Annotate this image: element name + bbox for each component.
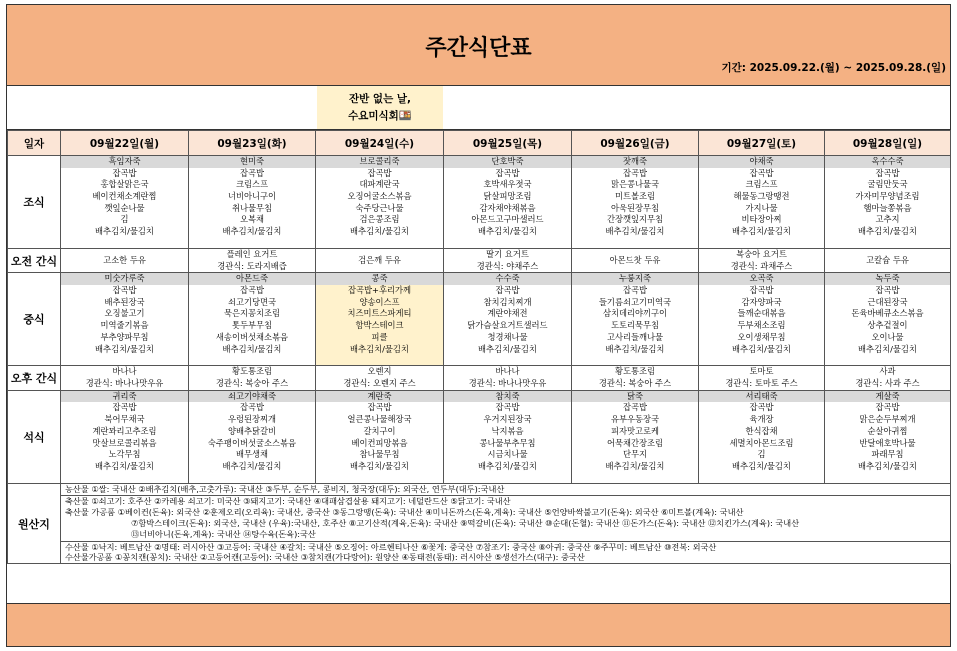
menu-item: 콩나물부추무침: [479, 437, 536, 448]
snack-cell: [316, 249, 444, 273]
menu-item: 잡곡밥: [112, 167, 137, 178]
menu-item: 돈육바베큐소스볶음: [851, 308, 924, 319]
menu-item: 파래무침: [871, 449, 904, 460]
meal-cell: [825, 156, 951, 249]
menu-item: 맑은콩나물국: [610, 179, 660, 190]
meal-label: 오후 간식: [8, 366, 61, 390]
period-text: 기간: 2025.09.22.(월) ~ 2025.09.28.(일): [721, 62, 946, 74]
menu-item: 너비아니구이: [227, 191, 277, 202]
menu-item: 배추김치/물김치: [95, 460, 154, 471]
menu-item: 쇠고기당면국: [227, 296, 277, 307]
menu-item: 굴림만둣국: [867, 179, 908, 190]
porridge-item: 아몬드죽: [189, 273, 315, 285]
menu-item: 경관식: 바나나맛우유: [468, 378, 547, 389]
porridge-item: 녹두죽: [825, 273, 950, 285]
meal-cell: [316, 273, 444, 366]
menu-item: 햄마늘쫑볶음: [863, 202, 912, 213]
porridge-item: 서리태죽: [699, 391, 824, 403]
notice-line-1: 잔반 없는 날,: [348, 93, 411, 105]
day-header: 09월27일(토): [699, 131, 825, 156]
menu-item: 배추김치/물김치: [350, 343, 409, 354]
menu-item: 잡곡밥: [622, 285, 648, 296]
porridge-item: 참치죽: [444, 391, 571, 403]
breakfast-row: [8, 156, 951, 249]
porridge-item: 단호박죽: [444, 156, 571, 168]
morning-snack-row: [8, 249, 951, 273]
menu-item: 고소한 두유: [103, 254, 146, 265]
origin-line-processed-3: ⑬너비아니(돈육,계육): 국내산 ⑭탕수육(돈육):국산: [131, 529, 316, 540]
menu-item: 고추지: [875, 214, 900, 225]
menu-item: 시금치나물: [487, 449, 528, 460]
menu-item: 잡곡밥: [495, 285, 520, 296]
menu-item: 취나물무침: [231, 202, 273, 213]
menu-item: 배추김치/물김치: [732, 460, 791, 471]
meal-cell: [61, 390, 189, 483]
porridge-item: 계란죽: [316, 391, 443, 403]
menu-item: 배추김치/물김치: [95, 226, 154, 237]
menu-item: 잡곡밥: [112, 402, 137, 413]
menu-item: 배추김치/물김치: [95, 343, 154, 354]
meal-label: 석식: [8, 390, 61, 483]
snack-cell: [61, 366, 189, 390]
menu-item: 배추김치/물김치: [478, 343, 537, 354]
menu-item: 우거지된장국: [483, 414, 532, 425]
meal-cell: [189, 156, 316, 249]
snack-cell: [444, 249, 572, 273]
menu-item: 계란꽈리고추조림: [92, 425, 157, 436]
menu-item: 들기름쇠고기미역국: [598, 296, 672, 307]
menu-item: 바나나: [495, 366, 520, 377]
meal-label: 중식: [8, 273, 61, 366]
menu-item: 잡곡밥: [239, 167, 265, 178]
menu-item: 경관식: 과채주스: [730, 260, 793, 271]
notice-row: [7, 86, 950, 130]
menu-item: 크림스프: [745, 179, 778, 190]
menu-item: 배추김치/물김치: [858, 226, 917, 237]
snack-cell: [825, 249, 951, 273]
porridge-item: 쇠고기야채죽: [189, 391, 315, 403]
menu-item: 경관식: 복숭아 주스: [215, 378, 289, 389]
menu-item: 홍합살맑은국: [100, 179, 149, 190]
menu-item: 잡곡밥: [875, 167, 900, 178]
menu-item: 반달애호박나물: [859, 437, 916, 448]
menu-item: 참나물무침: [359, 449, 400, 460]
menu-item: 잡곡밥: [239, 402, 265, 413]
origin-line-livestock: 축산물 ①쇠고기: 호주산 ②카레용 쇠고기: 미국산 ③돼지고기: 국내산 ④대패삼겹살용 돼지고기: 네덜란드산 ⑤닭고기: 국내산: [61, 495, 950, 506]
porridge-item: 수수죽: [444, 273, 571, 285]
porridge-item: 콩죽: [316, 273, 443, 285]
menu-item: 잡곡밥: [622, 402, 648, 413]
menu-item: 오이나물: [871, 331, 904, 342]
menu-item: 들깨순대볶음: [737, 308, 786, 319]
porridge-item: 현미죽: [189, 156, 315, 168]
menu-item: 톳두부무침: [231, 320, 273, 331]
page-title: 주간식단표: [425, 36, 532, 61]
menu-item: 잡곡밥: [495, 167, 520, 178]
meal-cell: [572, 156, 699, 249]
origin-info: [61, 483, 951, 564]
menu-item: 비타장아찌: [741, 214, 782, 225]
menu-item: 잡곡밥+후리가께: [347, 285, 412, 296]
menu-item: 가자미무양념조림: [855, 191, 920, 202]
menu-item: 두부채소조림: [737, 320, 786, 331]
menu-item: 잡곡밥: [367, 402, 392, 413]
menu-item: 근대된장국: [867, 296, 908, 307]
menu-item: 오징불고기: [104, 308, 145, 319]
snack-cell: [572, 249, 699, 273]
porridge-item: 오곡죽: [699, 273, 824, 285]
menu-item: 맛살브로콜리볶음: [92, 437, 157, 448]
menu-item: 가지나물: [745, 202, 778, 213]
menu-item: 배추김치/물김치: [605, 226, 665, 237]
menu-item: 닭살피망조림: [483, 191, 532, 202]
menu-item: 바나나: [112, 366, 137, 377]
meal-cell: [189, 390, 316, 483]
day-header: 09월22일(월): [61, 131, 189, 156]
meal-cell: [699, 156, 825, 249]
meal-label: 오전 간식: [8, 249, 61, 273]
menu-item: 검은콩조림: [359, 214, 400, 225]
menu-item: 잡곡밥: [622, 167, 648, 178]
origin-line-seafood-processed: 수산물가공품 ①꽁치캔(꽁치): 국내산 ②고등어캔(고등어): 국내산 ③참치캔(가다랑어): 원양산 ④동태전(동태): 러시아산 ⑤생선가스(대구): 중국산: [65, 552, 585, 563]
menu-item: 오복채: [239, 214, 265, 225]
menu-item: 세멸치아몬드조림: [729, 437, 794, 448]
meal-cell: [316, 156, 444, 249]
menu-item: 배무생채: [235, 449, 269, 460]
menu-item: 배추김치/물김치: [350, 460, 409, 471]
menu-item: 경관식: 토마토 주스: [725, 378, 798, 389]
menu-item: 깻잎순나물: [104, 202, 145, 213]
menu-item: 노각무침: [108, 449, 141, 460]
snack-cell: [572, 366, 699, 390]
menu-item: 경관식: 복숭아 주스: [598, 378, 672, 389]
meal-cell: [699, 273, 825, 366]
menu-item: 배추김치/물김치: [222, 226, 282, 237]
meal-cell: [316, 390, 444, 483]
menu-item: 배추김치/물김치: [350, 226, 409, 237]
menu-item: 치즈미트스파게티: [347, 308, 412, 319]
no-leftover-notice: [317, 86, 443, 129]
porridge-item: 게살죽: [825, 391, 950, 403]
meal-cell: [572, 273, 699, 366]
snack-cell: [444, 366, 572, 390]
meal-label: 조식: [8, 156, 61, 249]
meal-cell: [444, 156, 572, 249]
menu-item: 사과: [879, 366, 896, 377]
snack-cell: [189, 249, 316, 273]
menu-item: 경관식: 도라지배즙: [217, 260, 287, 271]
menu-item: 간장깻잎지무침: [606, 214, 664, 225]
menu-item: 오징어굴소스볶음: [347, 191, 412, 202]
menu-item: 배추김치/물김치: [478, 460, 537, 471]
meal-cell: [61, 273, 189, 366]
day-header: 09월23일(화): [189, 131, 316, 156]
corner-label: 일자: [8, 131, 61, 156]
menu-item: 고사리들깨나물: [606, 331, 664, 342]
day-header: 09월24일(수): [316, 131, 444, 156]
menu-item: 육개장: [749, 414, 774, 425]
porridge-item: 흑임자죽: [61, 156, 188, 168]
menu-item: 잡곡밥: [239, 285, 265, 296]
menu-item: 황도통조림: [614, 366, 656, 377]
menu-item: 감자양파국: [741, 296, 782, 307]
menu-item: 배추된장국: [104, 296, 145, 307]
menu-item: 딸기 요거트: [486, 249, 529, 259]
day-header: 09월28일(일): [825, 131, 951, 156]
menu-item: 고칼슘 두유: [866, 254, 909, 265]
origin-line-processed-1: 축산물 가공품 ①베이컨(돈육): 외국산 ②훈제오리(오리육): 국내산, 중국산 ③동그랑땡(돈육): 국내산 ④미니돈까스(돈육,계육): 국내산 ⑤언양바싹불고기(돈육): 외국산 ⑥미트볼(계육): 국내산: [65, 506, 744, 517]
menu-item: 경관식: 사과 주스: [855, 378, 920, 389]
menu-item: 양배추닭갈비: [227, 425, 277, 436]
menu-item: 호박새우젓국: [483, 179, 532, 190]
porridge-item: 잣깨죽: [572, 156, 698, 168]
meal-cell: [189, 273, 316, 366]
menu-item: 숙주팽이버섯굴소스볶음: [207, 437, 297, 448]
menu-item: 토마토: [749, 366, 774, 377]
menu-item: 잡곡밥: [112, 285, 137, 296]
menu-item: 양송이스프: [359, 296, 400, 307]
footer-band: [7, 603, 950, 646]
menu-item: 베이컨피망볶음: [351, 437, 408, 448]
menu-item: 배추김치/물김치: [858, 343, 917, 354]
menu-item: 감자채야채볶음: [479, 202, 536, 213]
snack-cell: [699, 249, 825, 273]
menu-item: 새송이버섯채소볶음: [215, 331, 289, 342]
menu-item: 묵은지꽁치조림: [223, 308, 281, 319]
menu-item: 함박스테이크: [355, 320, 404, 331]
menu-sheet: [6, 4, 951, 647]
snack-cell: [189, 366, 316, 390]
menu-item: 배추김치/물김치: [478, 226, 537, 237]
day-header: 09월26일(금): [572, 131, 699, 156]
menu-item: 청경채나물: [487, 331, 528, 342]
menu-item: 피자맛고로케: [610, 425, 660, 436]
porridge-item: 귀리죽: [61, 391, 188, 403]
snack-cell: [316, 366, 444, 390]
menu-item: 배추김치/물김치: [732, 343, 791, 354]
menu-item: 부추양파무침: [100, 331, 149, 342]
menu-item: 크림스프: [235, 179, 269, 190]
snack-cell: [699, 366, 825, 390]
menu-item: 숙주당근나물: [355, 202, 404, 213]
menu-item: 아몬드고구마샐러드: [471, 214, 544, 225]
menu-item: 한식잡채: [745, 425, 778, 436]
menu-item: 유부우동장국: [610, 414, 660, 425]
origin-label: 원산지: [8, 483, 61, 564]
lunch-row: [8, 273, 951, 366]
origin-row: [8, 483, 951, 564]
menu-item: 해물동그랑땡전: [733, 191, 790, 202]
menu-item: 순살아귀찜: [867, 425, 908, 436]
menu-item: 잡곡밥: [749, 167, 774, 178]
notice-line-2: 수요미식회🍱: [348, 110, 412, 122]
menu-item: 경관식: 오렌지 주스: [343, 378, 416, 389]
menu-item: 김: [757, 449, 766, 460]
meal-cell: [444, 390, 572, 483]
menu-item: 김: [120, 214, 129, 225]
menu-item: 오이생채무침: [737, 331, 786, 342]
meal-cell: [444, 273, 572, 366]
dinner-row: [8, 390, 951, 483]
menu-item: 상추겉절이: [867, 320, 908, 331]
menu-item: 배추김치/물김치: [732, 226, 791, 237]
menu-item: 베이컨채소계란찜: [92, 191, 157, 202]
menu-item: 배추김치/물김치: [605, 460, 665, 471]
menu-item: 얼큰콩나물해장국: [347, 414, 412, 425]
porridge-item: 야채죽: [699, 156, 824, 168]
porridge-item: 닭죽: [572, 391, 698, 403]
menu-item: 배추김치/물김치: [222, 460, 282, 471]
menu-item: 배추김치/물김치: [222, 343, 282, 354]
menu-item: 경관식: 야채주스: [476, 260, 539, 271]
menu-item: 맑은순두부찌개: [859, 414, 916, 425]
menu-item: 갈치구이: [363, 425, 396, 436]
meal-cell: [699, 390, 825, 483]
menu-item: 잡곡밥: [367, 167, 392, 178]
porridge-item: 옥수수죽: [825, 156, 950, 168]
menu-item: 도토리묵무침: [610, 320, 660, 331]
menu-item: 잡곡밥: [875, 285, 900, 296]
meal-cell: [825, 390, 951, 483]
snack-cell: [61, 249, 189, 273]
menu-item: 검은깨 두유: [358, 254, 401, 265]
meal-cell: [825, 273, 951, 366]
day-header: 09월25일(목): [444, 131, 572, 156]
menu-item: 계란야채전: [487, 308, 528, 319]
header-band: [7, 5, 950, 86]
menu-item: 북어무채국: [104, 414, 145, 425]
menu-item: 어묵채간장조림: [606, 437, 664, 448]
menu-item: 황도통조림: [231, 366, 273, 377]
menu-item: 잡곡밥: [749, 402, 774, 413]
origin-line-agri: 농산물 ①쌀: 국내산 ②배추김치(배추,고춧가루): 국내산 ③두부, 순두부, 콩비지, 청국장(대두): 외국산, 연두부(대두):국내산: [65, 483, 505, 494]
menu-item: 미역줄기볶음: [100, 320, 149, 331]
porridge-item: 미숫가루죽: [61, 273, 188, 285]
origin-line-processed-2: ⑦함박스테이크(돈육): 외국산, 국내산 (우육):국내산, 호주산 ⑧고기산적(계육,돈육): 국내산 ⑨떡갈비(돈육): 국내산 ⑩순대(돈혈): 국내산 ⑪돈가스(돈육): 국내산 ⑫치킨가스(계육): 국내산: [131, 517, 800, 528]
menu-table: [7, 130, 951, 564]
menu-item: 잡곡밥: [749, 285, 774, 296]
menu-item: 닭가슴살요거트샐러드: [467, 320, 548, 331]
meal-cell: [61, 156, 189, 249]
origin-line-seafood: 수산물 ①낙지: 베트남산 ②명태: 러시아산 ③고등어: 국내산 ④갈치: 국내산 ⑤오징어: 아르헨티나산 ⑥꽃게: 중국산 ⑦참조기: 중국산 ⑧아귀: 중국산 ⑨주꾸미: 베트남산 ⑩전복: 외국산: [61, 541, 950, 552]
menu-item: 미트볼조림: [614, 191, 656, 202]
menu-item: 아몬드찻 두유: [609, 254, 661, 265]
menu-item: 대파계란국: [359, 179, 400, 190]
meal-cell: [572, 390, 699, 483]
menu-item: 경관식: 바나나맛우유: [85, 378, 164, 389]
menu-item: 낙지볶음: [491, 425, 524, 436]
menu-item: 아욱된장무침: [610, 202, 660, 213]
menu-item: 우렁된장찌개: [227, 414, 277, 425]
menu-item: 플레인 요거트: [226, 249, 278, 259]
menu-item: 배추김치/물김치: [858, 460, 917, 471]
day-header-row: [8, 131, 951, 156]
porridge-item: 브로콜리죽: [316, 156, 443, 168]
menu-item: 피클: [371, 331, 388, 342]
menu-item: 단무지: [622, 449, 648, 460]
menu-item: 복숭아 요거트: [736, 249, 787, 259]
porridge-item: 누룽지죽: [572, 273, 698, 285]
menu-item: 오렌지: [367, 366, 392, 377]
menu-item: 배추김치/물김치: [605, 343, 665, 354]
afternoon-snack-row: [8, 366, 951, 390]
menu-item: 잡곡밥: [495, 402, 520, 413]
menu-item: 잡곡밥: [875, 402, 900, 413]
menu-item: 삼치데리야끼구이: [602, 308, 668, 319]
menu-item: 참치김치찌개: [483, 296, 532, 307]
snack-cell: [825, 366, 951, 390]
